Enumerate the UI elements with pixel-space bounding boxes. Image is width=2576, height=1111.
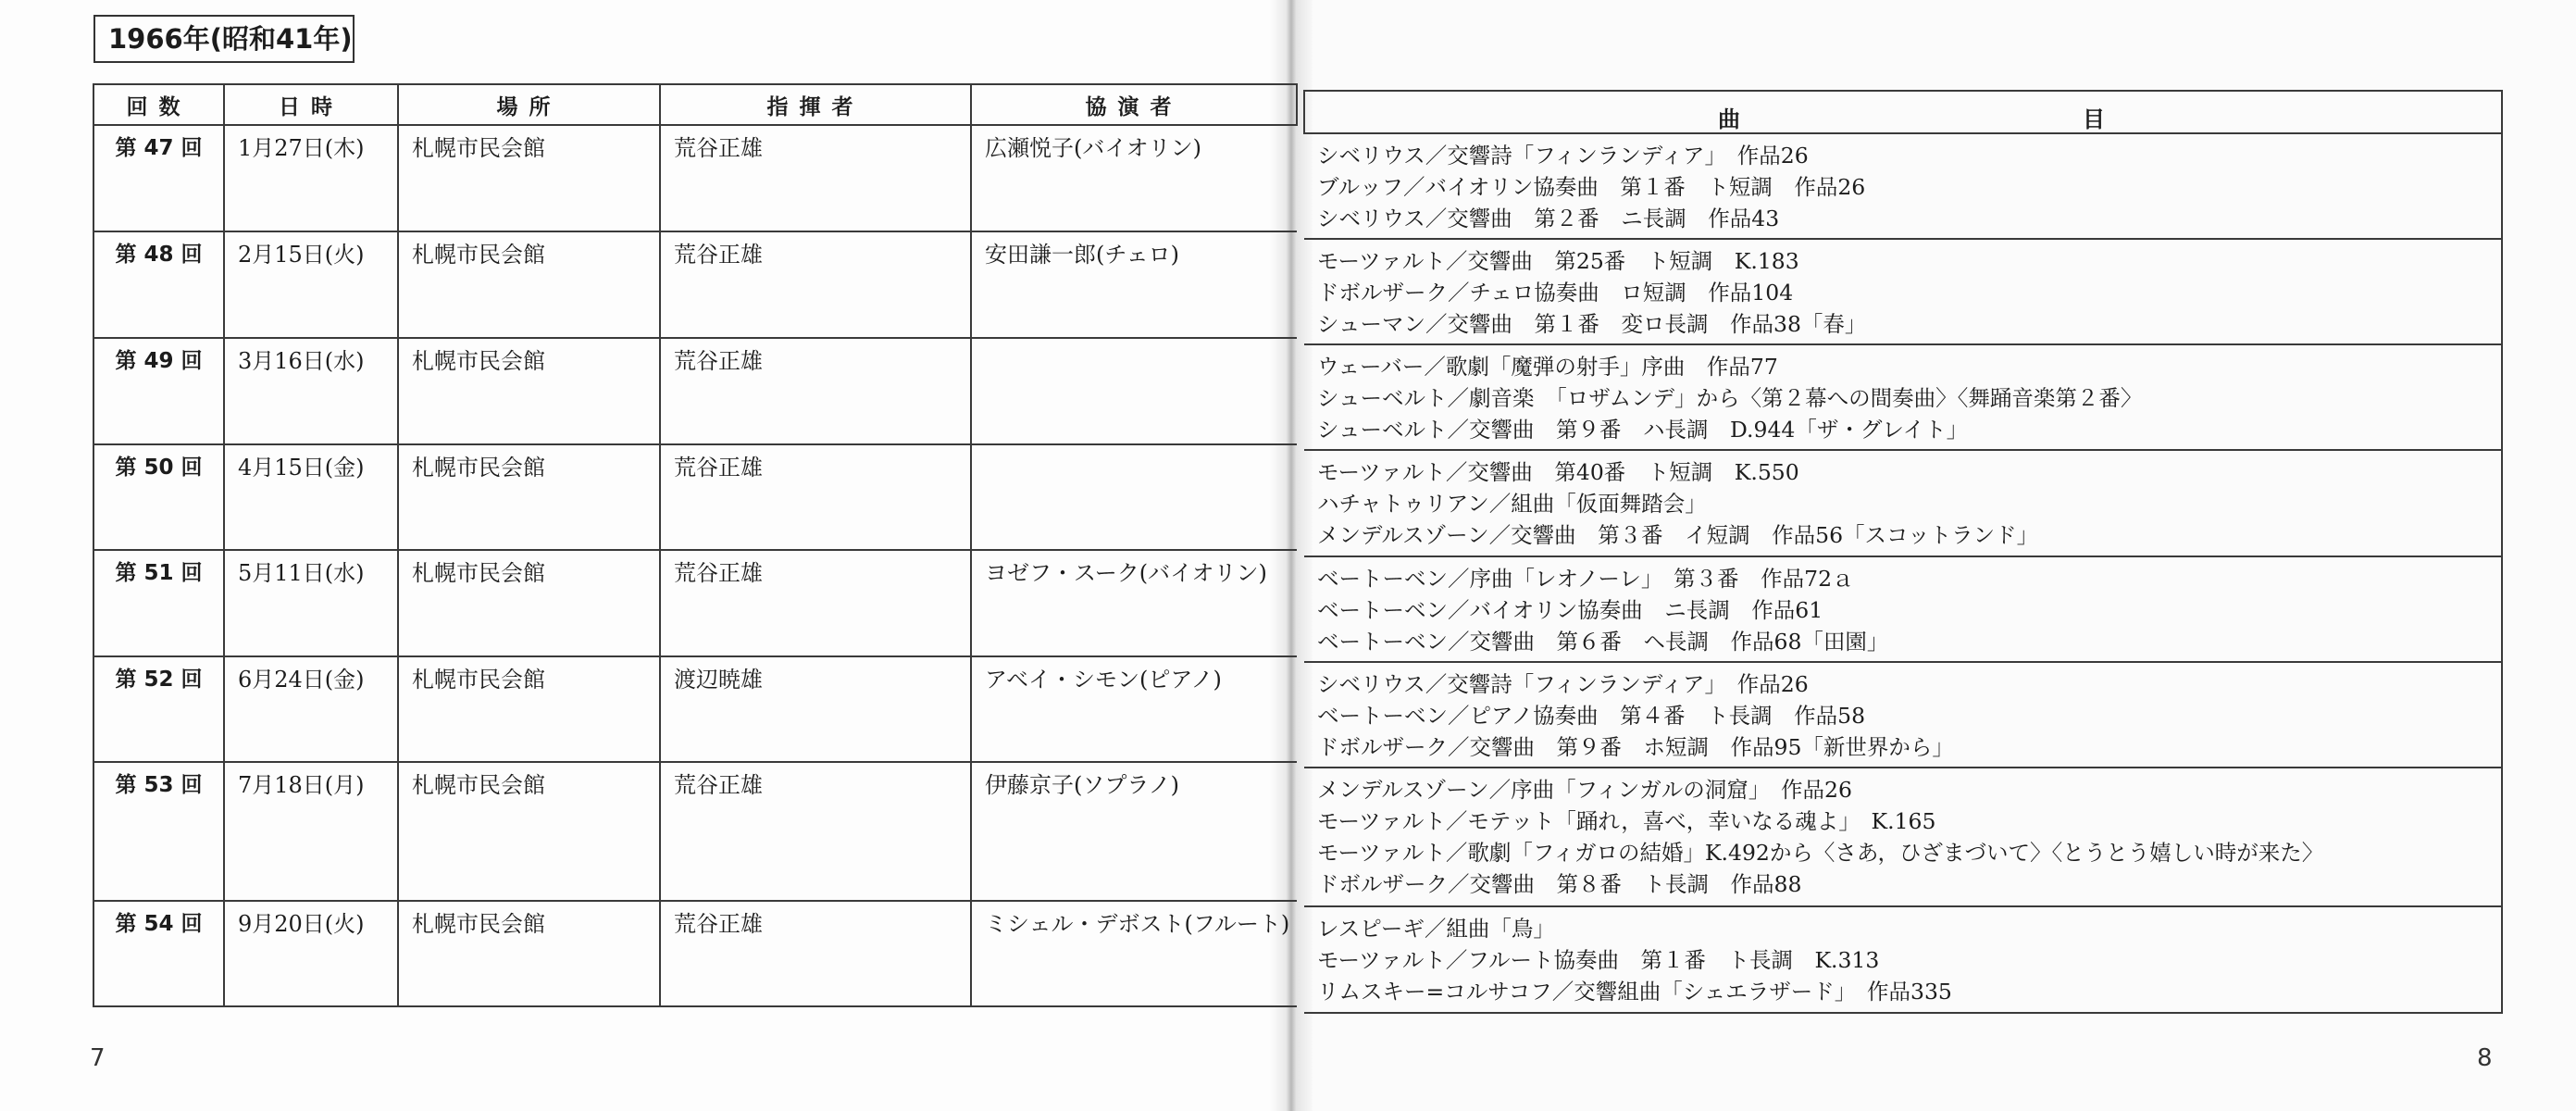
program-work: モーツァルト／フルート協奏曲 第１番 ト長調 K.313 [1317, 947, 1880, 973]
concert-conductor: 荒谷正雄 [660, 444, 971, 550]
concert-venue: 札幌市民会館 [398, 550, 660, 656]
concert-number: 第 52 回 [93, 656, 224, 762]
program-table-header [1304, 91, 2502, 133]
program-row [1304, 906, 2502, 1013]
concert-soloist: ヨゼフ・スーク(バイオリン) [971, 550, 1297, 656]
program-row [1304, 450, 2502, 556]
program-work: ベートーベン／バイオリン協奏曲 ニ長調 作品61 [1317, 597, 1823, 623]
header-number: 回数 [93, 84, 224, 125]
program-work: ドボルザーク／交響曲 第８番 ト長調 作品88 [1317, 871, 1802, 897]
concert-row [93, 656, 1297, 762]
concert-row [93, 231, 1297, 338]
concert-soloist: 伊藤京子(ソプラノ) [971, 762, 1297, 901]
concert-number: 第 49 回 [93, 338, 224, 444]
concert-venue: 札幌市民会館 [398, 762, 660, 901]
header-program [1304, 91, 2502, 133]
program-work: リムスキー=コルサコフ／交響組曲「シェエラザード」 作品335 [1317, 979, 1952, 1005]
concert-date: 1月27日(木) [224, 125, 398, 231]
program-cell [1304, 239, 2502, 344]
page-number-right: 8 [2477, 1044, 2493, 1072]
concert-conductor: 荒谷正雄 [660, 901, 971, 1006]
year-title: 1966年(昭和41年) [93, 15, 355, 63]
concert-soloist [971, 444, 1297, 550]
program-row [1304, 556, 2502, 662]
concert-venue: 札幌市民会館 [398, 901, 660, 1006]
concert-date: 4月15日(金) [224, 444, 398, 550]
program-cell [1304, 906, 2502, 1013]
concert-table-header [93, 84, 1297, 125]
concert-soloist: 安田謙一郎(チェロ) [971, 231, 1297, 338]
program-work: モーツァルト／モテット「踊れ，喜べ，幸いなる魂よ」 K.165 [1317, 808, 1936, 834]
concert-number: 第 53 回 [93, 762, 224, 901]
program-work: シューマン／交響曲 第１番 変ロ長調 作品38「春」 [1317, 311, 1867, 337]
concert-venue: 札幌市民会館 [398, 125, 660, 231]
concert-conductor: 荒谷正雄 [660, 338, 971, 444]
program-work: ベートーベン／ピアノ協奏曲 第４番 ト長調 作品58 [1317, 703, 1866, 729]
program-cell [1304, 662, 2502, 768]
header-soloist: 協演者 [971, 84, 1297, 125]
program-row [1304, 239, 2502, 344]
concert-date: 6月24日(金) [224, 656, 398, 762]
concert-table [93, 83, 1298, 1007]
program-row [1304, 662, 2502, 768]
concert-row [93, 550, 1297, 656]
program-work: レスピーギ／組曲「鳥」 [1317, 916, 1555, 942]
concert-venue: 札幌市民会館 [398, 444, 660, 550]
program-table [1303, 90, 2503, 1014]
concert-conductor: 荒谷正雄 [660, 550, 971, 656]
program-cell [1304, 450, 2502, 556]
program-row [1304, 768, 2502, 906]
concert-row [93, 762, 1297, 901]
concert-date: 2月15日(火) [224, 231, 398, 338]
concert-conductor: 荒谷正雄 [660, 125, 971, 231]
concert-soloist: アベイ・シモン(ピアノ) [971, 656, 1297, 762]
concert-number: 第 48 回 [93, 231, 224, 338]
program-work: ベートーベン／交響曲 第６番 ヘ長調 作品68「田園」 [1317, 629, 1889, 655]
program-cell [1304, 768, 2502, 906]
program-cell [1304, 344, 2502, 450]
header-date: 日時 [224, 84, 398, 125]
concert-conductor: 渡辺暁雄 [660, 656, 971, 762]
program-work: モーツァルト／交響曲 第25番 ト短調 K.183 [1317, 248, 1799, 274]
concert-row [93, 125, 1297, 231]
program-row [1304, 344, 2502, 450]
program-work: ブルッフ／バイオリン協奏曲 第１番 ト短調 作品26 [1317, 174, 1866, 200]
header-conductor: 指揮者 [660, 84, 971, 125]
concert-conductor: 荒谷正雄 [660, 231, 971, 338]
program-work: モーツァルト／歌劇「フィガロの結婚」K.492から〈さあ，ひざまづいて〉〈とうとう嬉しい時が来た〉 [1317, 840, 2324, 866]
concert-number: 第 54 回 [93, 901, 224, 1006]
program-work: シューベルト／交響曲 第９番 ハ長調 D.944「ザ・グレイト」 [1317, 417, 1969, 443]
concert-date: 3月16日(水) [224, 338, 398, 444]
concert-venue: 札幌市民会館 [398, 338, 660, 444]
program-cell [1304, 133, 2502, 239]
header-program-left: 曲 [1718, 106, 1740, 132]
program-row [1304, 133, 2502, 239]
concert-number: 第 51 回 [93, 550, 224, 656]
header-venue: 場所 [398, 84, 660, 125]
concert-venue: 札幌市民会館 [398, 656, 660, 762]
program-cell [1304, 556, 2502, 662]
program-work: メンデルスゾーン／序曲「フィンガルの洞窟」 作品26 [1317, 777, 1852, 803]
program-work: シベリウス／交響詩「フィンランディア」 作品26 [1317, 143, 1809, 169]
program-work: ドボルザーク／交響曲 第９番 ホ短調 作品95「新世界から」 [1317, 734, 1954, 760]
header-program-right: 目 [2083, 106, 2105, 132]
program-work: モーツァルト／交響曲 第40番 ト短調 K.550 [1317, 459, 1799, 485]
concert-number: 第 47 回 [93, 125, 224, 231]
page-number-left: 7 [90, 1044, 106, 1072]
concert-date: 5月11日(水) [224, 550, 398, 656]
concert-soloist [971, 338, 1297, 444]
concert-soloist: 広瀬悦子(バイオリン) [971, 125, 1297, 231]
program-work: ベートーベン／序曲「レオノーレ」 第３番 作品72ａ [1317, 566, 1854, 592]
concert-soloist: ミシェル・デボスト(フルート) [971, 901, 1297, 1006]
concert-number: 第 50 回 [93, 444, 224, 550]
concert-venue: 札幌市民会館 [398, 231, 660, 338]
concert-row [93, 338, 1297, 444]
concert-row [93, 901, 1297, 1006]
concert-conductor: 荒谷正雄 [660, 762, 971, 901]
program-work: ドボルザーク／チェロ協奏曲 ロ短調 作品104 [1317, 280, 1794, 306]
concert-date: 7月18日(月) [224, 762, 398, 901]
program-work: シベリウス／交響詩「フィンランディア」 作品26 [1317, 671, 1809, 697]
program-work: シューベルト／劇音楽 「ロザムンデ」から〈第２幕への間奏曲〉〈舞踊音楽第２番〉 [1317, 385, 2143, 411]
program-work: ハチャトゥリアン／組曲「仮面舞踏会」 [1317, 491, 1707, 517]
concert-date: 9月20日(火) [224, 901, 398, 1006]
concert-row [93, 444, 1297, 550]
program-work: メンデルスゾーン／交響曲 第３番 イ短調 作品56「スコットランド」 [1317, 522, 2039, 548]
program-work: ウェーバー／歌劇「魔弾の射手」序曲 作品77 [1317, 354, 1778, 380]
program-work: シベリウス／交響曲 第２番 ニ長調 作品43 [1317, 206, 1780, 231]
